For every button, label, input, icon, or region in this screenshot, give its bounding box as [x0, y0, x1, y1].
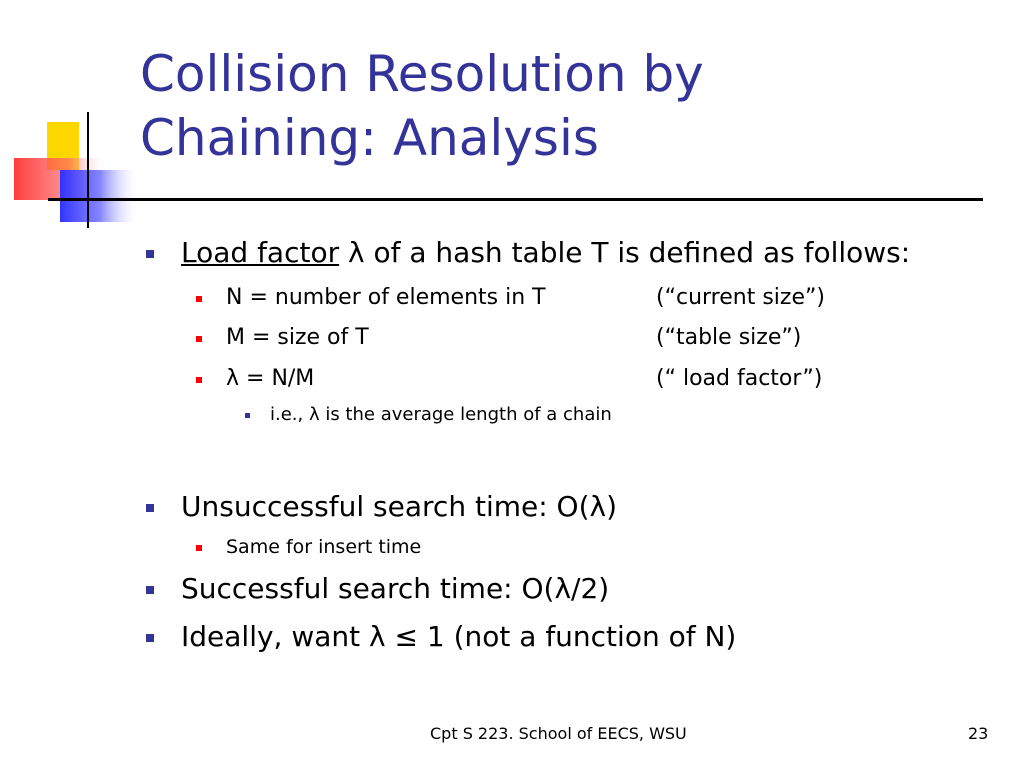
bullet-square-icon [146, 250, 154, 258]
sub-sub-bullet-text: i.e., λ is the average length of a chain [270, 404, 612, 425]
bullet-text: Unsuccessful search time: O(λ) [181, 490, 618, 523]
load-factor-definition: λ of a hash table T is defined as follows: [339, 236, 911, 269]
sub-bullet-note: (“ load factor”) [656, 366, 823, 391]
deco-blue-bar [60, 170, 140, 222]
bullet-square-icon [196, 336, 202, 342]
bullet-square-icon [146, 586, 154, 594]
bullet-square-icon [245, 413, 250, 418]
slide-title-line1: Collision Resolution by [140, 45, 704, 103]
bullet-square-icon [196, 377, 202, 383]
slide-title-line2: Chaining: Analysis [140, 109, 599, 167]
sub-bullet-text: M = size of T [226, 325, 369, 350]
bullet-text: Successful search time: O(λ/2) [181, 572, 610, 605]
slide-title [140, 42, 1000, 170]
sub-bullet-text: N = number of elements in T [226, 285, 546, 310]
bullet-square-icon [196, 545, 202, 551]
sub-bullet-text: Same for insert time [226, 536, 422, 558]
title-divider [48, 198, 983, 201]
bullet-square-icon [196, 296, 202, 302]
bullet-text: Ideally, want λ ≤ 1 (not a function of N) [181, 620, 737, 653]
footer-page-number: 23 [968, 724, 989, 743]
load-factor-term: Load factor [181, 236, 340, 269]
bullet-square-icon [146, 504, 154, 512]
corner-decoration [0, 0, 150, 240]
sub-bullet-text: λ = N/M [226, 366, 315, 391]
footer-course: Cpt S 223. School of EECS, WSU [430, 724, 687, 743]
sub-bullet-note: (“table size”) [656, 325, 802, 350]
bullet-square-icon [146, 634, 154, 642]
sub-bullet-note: (“current size”) [656, 285, 825, 310]
